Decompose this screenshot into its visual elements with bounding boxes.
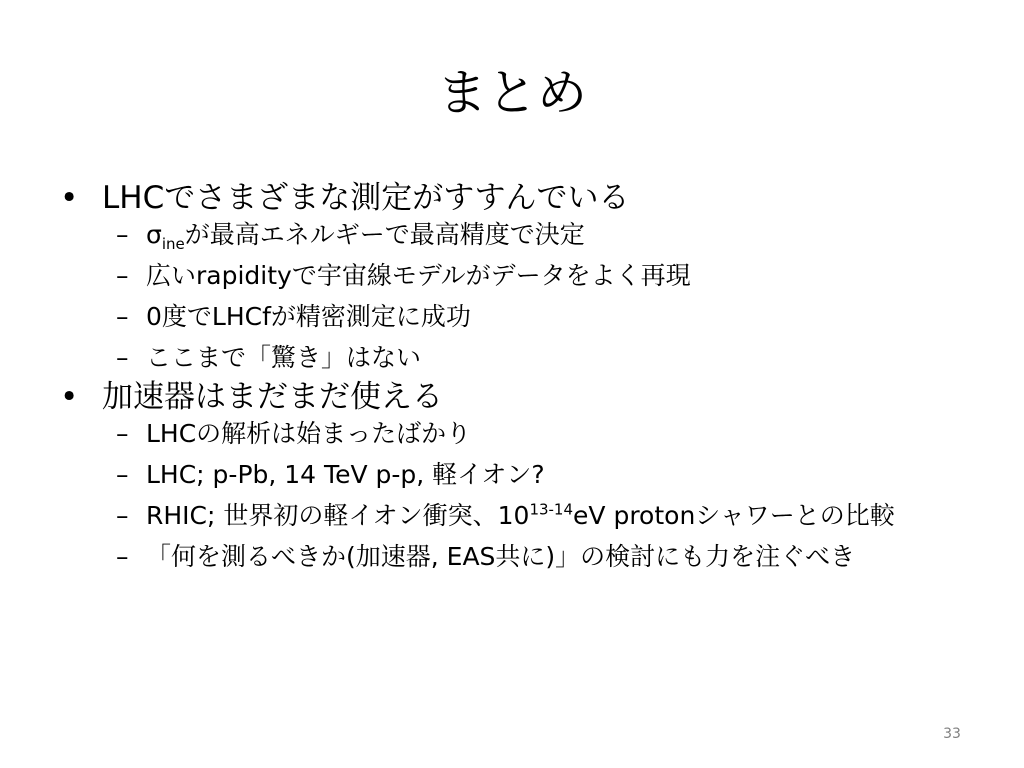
sub-item — [116, 342, 946, 373]
superscript: 13-14 — [529, 500, 574, 519]
sub-item-text — [146, 219, 946, 253]
sub-item-text: 「何を測るべきか(加速器, EAS共に)」の検討にも力を注ぐべき — [146, 542, 856, 571]
slide-body — [60, 178, 960, 582]
sub-item-text-rest: が最高エネルギーで最高精度で決定 — [184, 220, 585, 249]
bullet-marker: • — [60, 180, 79, 216]
dash-marker: – — [116, 542, 129, 571]
page-number: 33 — [943, 726, 961, 742]
dash-marker: – — [116, 220, 129, 249]
sub-item-text: ここまで「驚き」はない — [146, 343, 422, 372]
slide-title: まとめ — [437, 64, 587, 122]
sub-item-text-rest: eV protonシャワーとの比較 — [573, 501, 895, 530]
dash-marker: – — [116, 419, 129, 448]
bullet-item — [60, 377, 960, 417]
sub-item — [116, 500, 946, 531]
bullet-item — [60, 178, 960, 218]
dash-marker: – — [116, 302, 129, 331]
sub-item — [116, 219, 946, 253]
sub-item — [116, 541, 946, 572]
dash-marker: – — [116, 501, 129, 530]
sub-item — [116, 260, 946, 291]
sigma-symbol: σ — [146, 220, 162, 249]
bullet-text: LHCでさまざまな測定がすすんでいる — [102, 180, 630, 216]
sub-item-text — [146, 500, 946, 531]
dash-marker: – — [116, 261, 129, 290]
sub-item — [116, 459, 946, 490]
dash-marker: – — [116, 460, 129, 489]
sub-item-text: LHC; p-Pb, 14 TeV p-p, 軽イオン? — [146, 460, 545, 489]
bullet-marker: • — [60, 379, 79, 415]
subscript: ine — [161, 235, 185, 253]
sub-item — [116, 301, 946, 332]
bullet-text: 加速器はまだまだ使える — [102, 379, 443, 415]
dash-marker: – — [116, 343, 129, 372]
sub-item-text: 0度でLHCfが精密測定に成功 — [146, 302, 471, 331]
sub-item-text-pre: RHIC; 世界初の軽イオン衝突、10 — [146, 501, 530, 530]
sub-item-text: LHCの解析は始まったばかり — [146, 419, 472, 448]
sub-item — [116, 418, 946, 449]
sub-item-text: 広いrapidityで宇宙線モデルがデータをよく再現 — [146, 261, 691, 290]
